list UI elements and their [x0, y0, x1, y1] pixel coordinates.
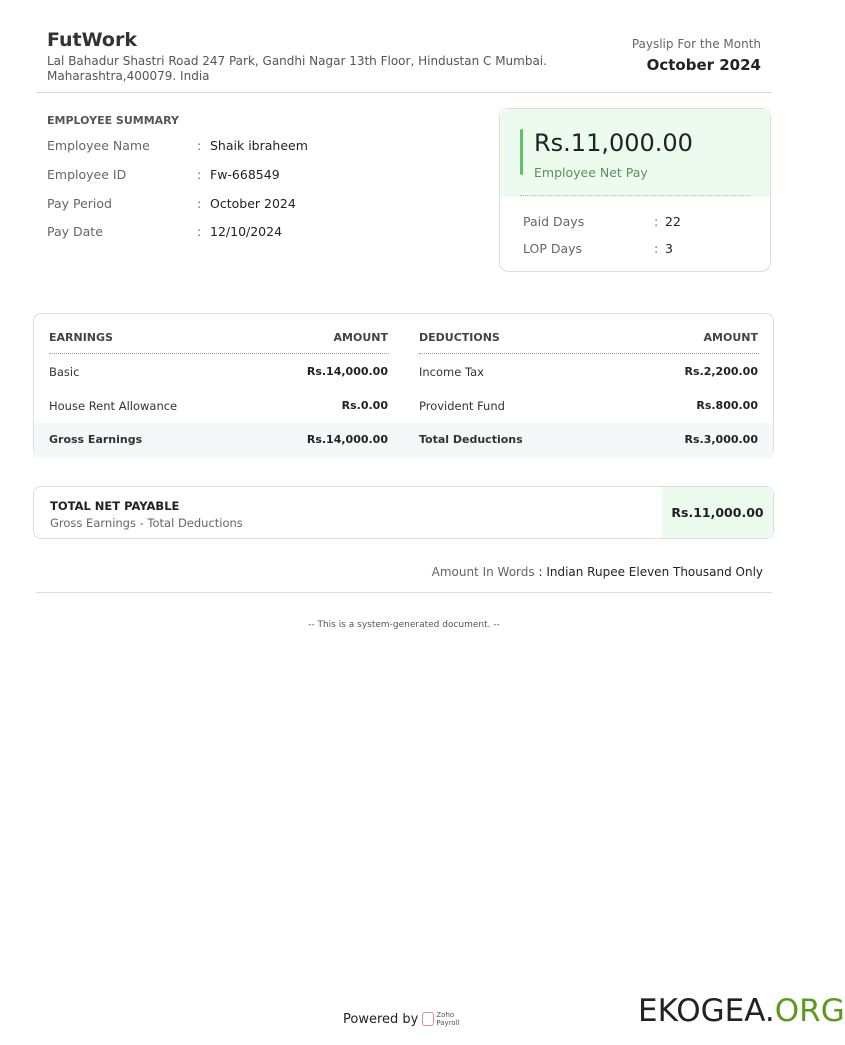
gross-earnings-amount: Rs.14,000.00 — [306, 433, 388, 446]
paid-days-value: 22 — [665, 214, 681, 229]
watermark: EKOGEA.ORG — [638, 993, 845, 1029]
earning-label: House Rent Allowance — [49, 399, 178, 413]
net-pay-label: Employee Net Pay — [534, 165, 648, 180]
divider — [419, 353, 759, 354]
value: 12/10/2024 — [210, 224, 283, 239]
divider — [36, 92, 772, 93]
employee-summary-heading: EMPLOYEE SUMMARY — [47, 114, 180, 127]
deduction-amount: Rs.2,200.00 — [684, 365, 758, 378]
value: Shaik ibraheem — [210, 138, 308, 153]
powered-by-text: Powered by — [343, 1011, 419, 1027]
deduction-label: Provident Fund — [419, 399, 505, 413]
lop-days-value: 3 — [665, 241, 673, 256]
earning-amount: Rs.0.00 — [341, 399, 388, 412]
totals-row-bg — [34, 423, 773, 458]
net-payable-subtitle: Gross Earnings - Total Deductions — [50, 516, 243, 530]
payroll-icon — [422, 1012, 434, 1026]
paid-days-label: Paid Days — [523, 214, 585, 229]
value: October 2024 — [210, 196, 296, 211]
deduction-label: Income Tax — [419, 365, 484, 379]
earning-label: Basic — [49, 365, 80, 379]
total-deductions-amount: Rs.3,000.00 — [684, 433, 758, 446]
powered-by — [343, 1011, 464, 1027]
net-payable-amount: Rs.11,000.00 — [662, 487, 773, 538]
earnings-header: EARNINGS — [49, 331, 113, 344]
earnings-deductions-table — [33, 313, 774, 457]
deductions-header: DEDUCTIONS — [419, 331, 500, 344]
total-deductions-label: Total Deductions — [419, 433, 523, 446]
divider — [49, 353, 389, 354]
payslip-title: Payslip For the Month — [631, 37, 761, 51]
earnings-amount-header: AMOUNT — [333, 331, 388, 344]
net-pay-amount: Rs.11,000.00 — [534, 129, 693, 157]
earning-amount: Rs.14,000.00 — [306, 365, 388, 378]
deduction-amount: Rs.800.00 — [696, 399, 758, 412]
deductions-amount-header: AMOUNT — [703, 331, 758, 344]
gross-earnings-label: Gross Earnings — [49, 433, 143, 446]
divider — [36, 592, 772, 593]
label: Employee Name — [47, 138, 150, 153]
lop-days-label: LOP Days — [523, 241, 583, 256]
label: Pay Date — [47, 224, 103, 239]
zoho-payroll-logo: Zoho Payroll — [422, 1011, 464, 1027]
total-net-payable — [33, 486, 774, 539]
colon: : — [197, 138, 202, 153]
amount-in-words: Amount In Words : Indian Rupee Eleven Thousand Only — [431, 565, 763, 579]
words-label: Amount In Words — [431, 565, 535, 579]
company-address: Lal Bahadur Shastri Road 247 Park, Gandhi Nagar 13th Floor, Hindustan C Mumbai. Maharashtra,400079. India — [47, 54, 547, 83]
colon: : — [197, 224, 202, 239]
colon: : — [654, 214, 659, 229]
net-pay-card — [499, 108, 771, 272]
company-name: FutWork — [47, 29, 137, 51]
value: Fw-668549 — [210, 167, 280, 182]
accent-bar — [520, 129, 523, 175]
net-payable-title: TOTAL NET PAYABLE — [50, 499, 180, 513]
divider — [520, 195, 750, 196]
system-note: -- This is a system-generated document. -- — [308, 620, 500, 630]
colon: : — [197, 196, 202, 211]
payslip-month: October 2024 — [646, 56, 761, 74]
colon: : — [197, 167, 202, 182]
colon: : — [654, 241, 659, 256]
words-value: Indian Rupee Eleven Thousand Only — [546, 565, 763, 579]
label: Employee ID — [47, 167, 127, 182]
label: Pay Period — [47, 196, 112, 211]
